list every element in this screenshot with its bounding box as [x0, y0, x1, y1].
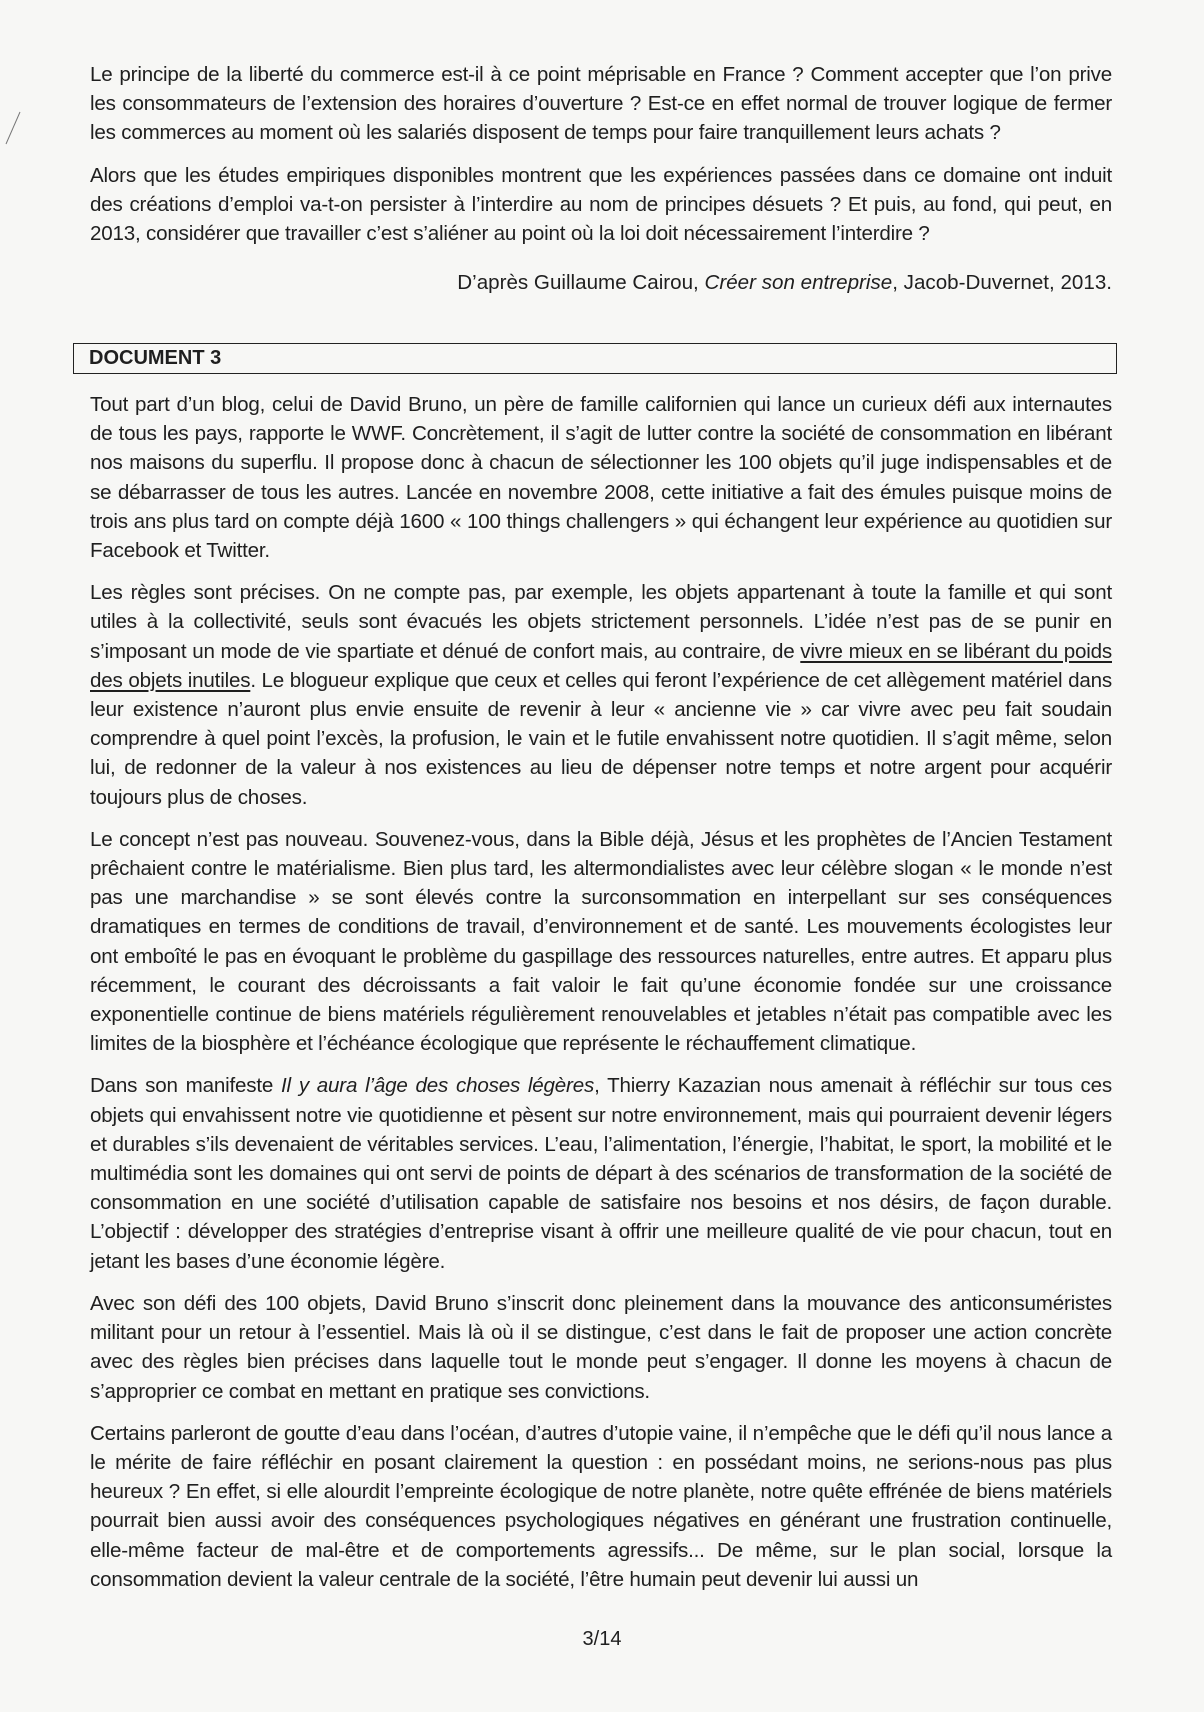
- doc3-paragraph-2: [90, 578, 1112, 812]
- document-3-body: [90, 390, 1112, 1607]
- doc3-p2-start: Les règles sont précises. On ne compte pas, par exemple, les objets appartenant à toute la famille et qui sont utiles à la collectivité, seuls sont évacués les objets strictement personnels. L’idée n’est pas de se punir en s’imposant un mode de vie spartiate et dénué de confort mais, au contraire, de: [90, 581, 1112, 663]
- pencil-mark: [0, 110, 30, 150]
- citation-prefix: D’après Guillaume Cairou,: [457, 271, 705, 294]
- doc2-paragraph-1: Le principe de la liberté du commerce est-il à ce point méprisable en France ? Comment accepter que l’on prive les consommateurs de l’extension des horaires d’ouverture ? Est-ce en effet normal de trouver logique de fermer les commerces au moment où les salariés disposent de temps pour faire tranquillement leurs achats ?: [90, 63, 1112, 145]
- doc3-p4-end: , Thierry Kazazian nous amenait à réfléchir sur tous ces objets qui envahissent notre vie quotidienne et pèsent sur notre environnement, mais qui pourraient devenir légers et durables s’ils devenaient de véritables services. L’eau, l’alimentation, l’énergie, l’habitat, le sport, la mobilité et le multimédia sont les domaines qui ont servi de points de départ à des scénarios de transformation de la société de consommation en une société d’utilisation capable de satisfaire nos besoins et nos désirs, de façon durable. L’objectif : développer des stratégies d’entreprise visant à offrir une meilleure qualité de vie pour chacun, tout en jetant les bases d’une économie légère.: [90, 1074, 1112, 1273]
- doc3-paragraph-4: [90, 1071, 1112, 1275]
- manifesto-title: Il y aura l’âge des choses légères: [281, 1074, 595, 1098]
- document-2-excerpt: [90, 60, 1112, 261]
- handwritten-underline-phrase: vivre mieux en se libérant du poids des objets inutiles: [90, 639, 1112, 692]
- doc2-paragraph-2: Alors que les études empiriques disponibles montrent que les expériences passées dans ce domaine ont induit des créations d’emploi va-t-on persister à l’interdire au nom de principes désuets ? Et puis, au fond, qui peut, en 2013, considérer que travailler c’est s’aliéner au point où la loi doit nécessairement l’interdire ?: [90, 163, 1112, 246]
- doc3-paragraph-6: Certains parleront de goutte d’eau dans l’océan, d’autres d’utopie vaine, il n’empêche que le défi qu’il nous lance a le mérite de faire réfléchir en posant clairement la question : en possédant moins, ne serions-nous pas plus heureux ? En effet, si elle alourdit l’empreinte écologique de notre planète, notre quête effrénée de biens matériels pourrait bien aussi avoir des conséquences psychologiques négatives en générant une frustration continuelle, elle-même facteur de mal-être et de comportements agressifs... De même, sur le plan social, lorsque la consommation devient la valeur centrale de la société, l’être humain peut devenir lui aussi un: [90, 1421, 1112, 1591]
- doc2-citation: [90, 268, 1112, 297]
- doc3-paragraph-1: Tout part d’un blog, celui de David Bruno, un père de famille californien qui lance un curieux défi aux internautes de tous les pays, rapporte le WWF. Concrètement, il s’agit de lutter contre la société de consommation en libérant nos maisons du superflu. Il propose donc à chacun de sélectionner les 100 objets qu’il juge indispensables et de se débarrasser de tous les autres. Lancée en novembre 2008, cette initiative a fait des émules puisque moins de trois ans plus tard on compte déjà 1600 « 100 things challengers » qui échangent leur expérience au quotidien sur Facebook et Twitter.: [90, 393, 1112, 563]
- doc3-p2-end: . Le blogueur explique que ceux et celles qui feront l’expérience de cet allègement matériel dans leur existence n’auront plus envie ensuite de revenir à leur « ancienne vie » car vivre avec peu fait soudain comprendre à quel point l’excès, la profusion, le vain et le futile envahissent notre quotidien. Il s’agit même, selon lui, de redonner de la valeur à nos existences au lieu de dépenser notre temps et notre argent pour acquérir toujours plus de choses.: [90, 668, 1113, 809]
- document-3-header: DOCUMENT 3: [73, 343, 1117, 374]
- doc3-p4-start: Dans son manifeste: [90, 1074, 282, 1098]
- doc3-paragraph-5: Avec son défi des 100 objets, David Bruno s’inscrit donc pleinement dans la mouvance des anticonsuméristes militant pour un retour à l’essentiel. Mais là où il se distingue, c’est dans le fait de proposer une action concrète avec des règles bien précises dans laquelle tout le monde peut s’engager. Il donne les moyens à chacun de s’approprier ce combat en mettant en pratique ses convictions.: [90, 1291, 1112, 1403]
- citation-book-title: Créer son entreprise: [704, 271, 893, 294]
- citation-suffix: , Jacob-Duvernet, 2013.: [892, 271, 1112, 294]
- page-number: 3/14: [582, 1628, 622, 1650]
- doc3-paragraph-3: Le concept n’est pas nouveau. Souvenez-vous, dans la Bible déjà, Jésus et les prophètes de l’Ancien Testament prêchaient contre le matérialisme. Bien plus tard, les altermondialistes avec leur célèbre slogan « le monde n’est pas une marchandise » se sont élevés contre la surconsommation en interpellant sur ses conséquences dramatiques en termes de conditions de travail, d’environnement et de santé. Les mouvements écologistes leur ont emboîté le pas en évoquant le problème du gaspillage des ressources naturelles, entre autres. Et apparu plus récemment, le courant des décroissants a fait valoir le fait qu’une économie fondée sur une croissance exponentielle continue de biens matériels régulièrement renouvelables et jetables n’était pas compatible avec les limites de la biosphère et l’échéance écologique que représente le réchauffement climatique.: [90, 827, 1112, 1056]
